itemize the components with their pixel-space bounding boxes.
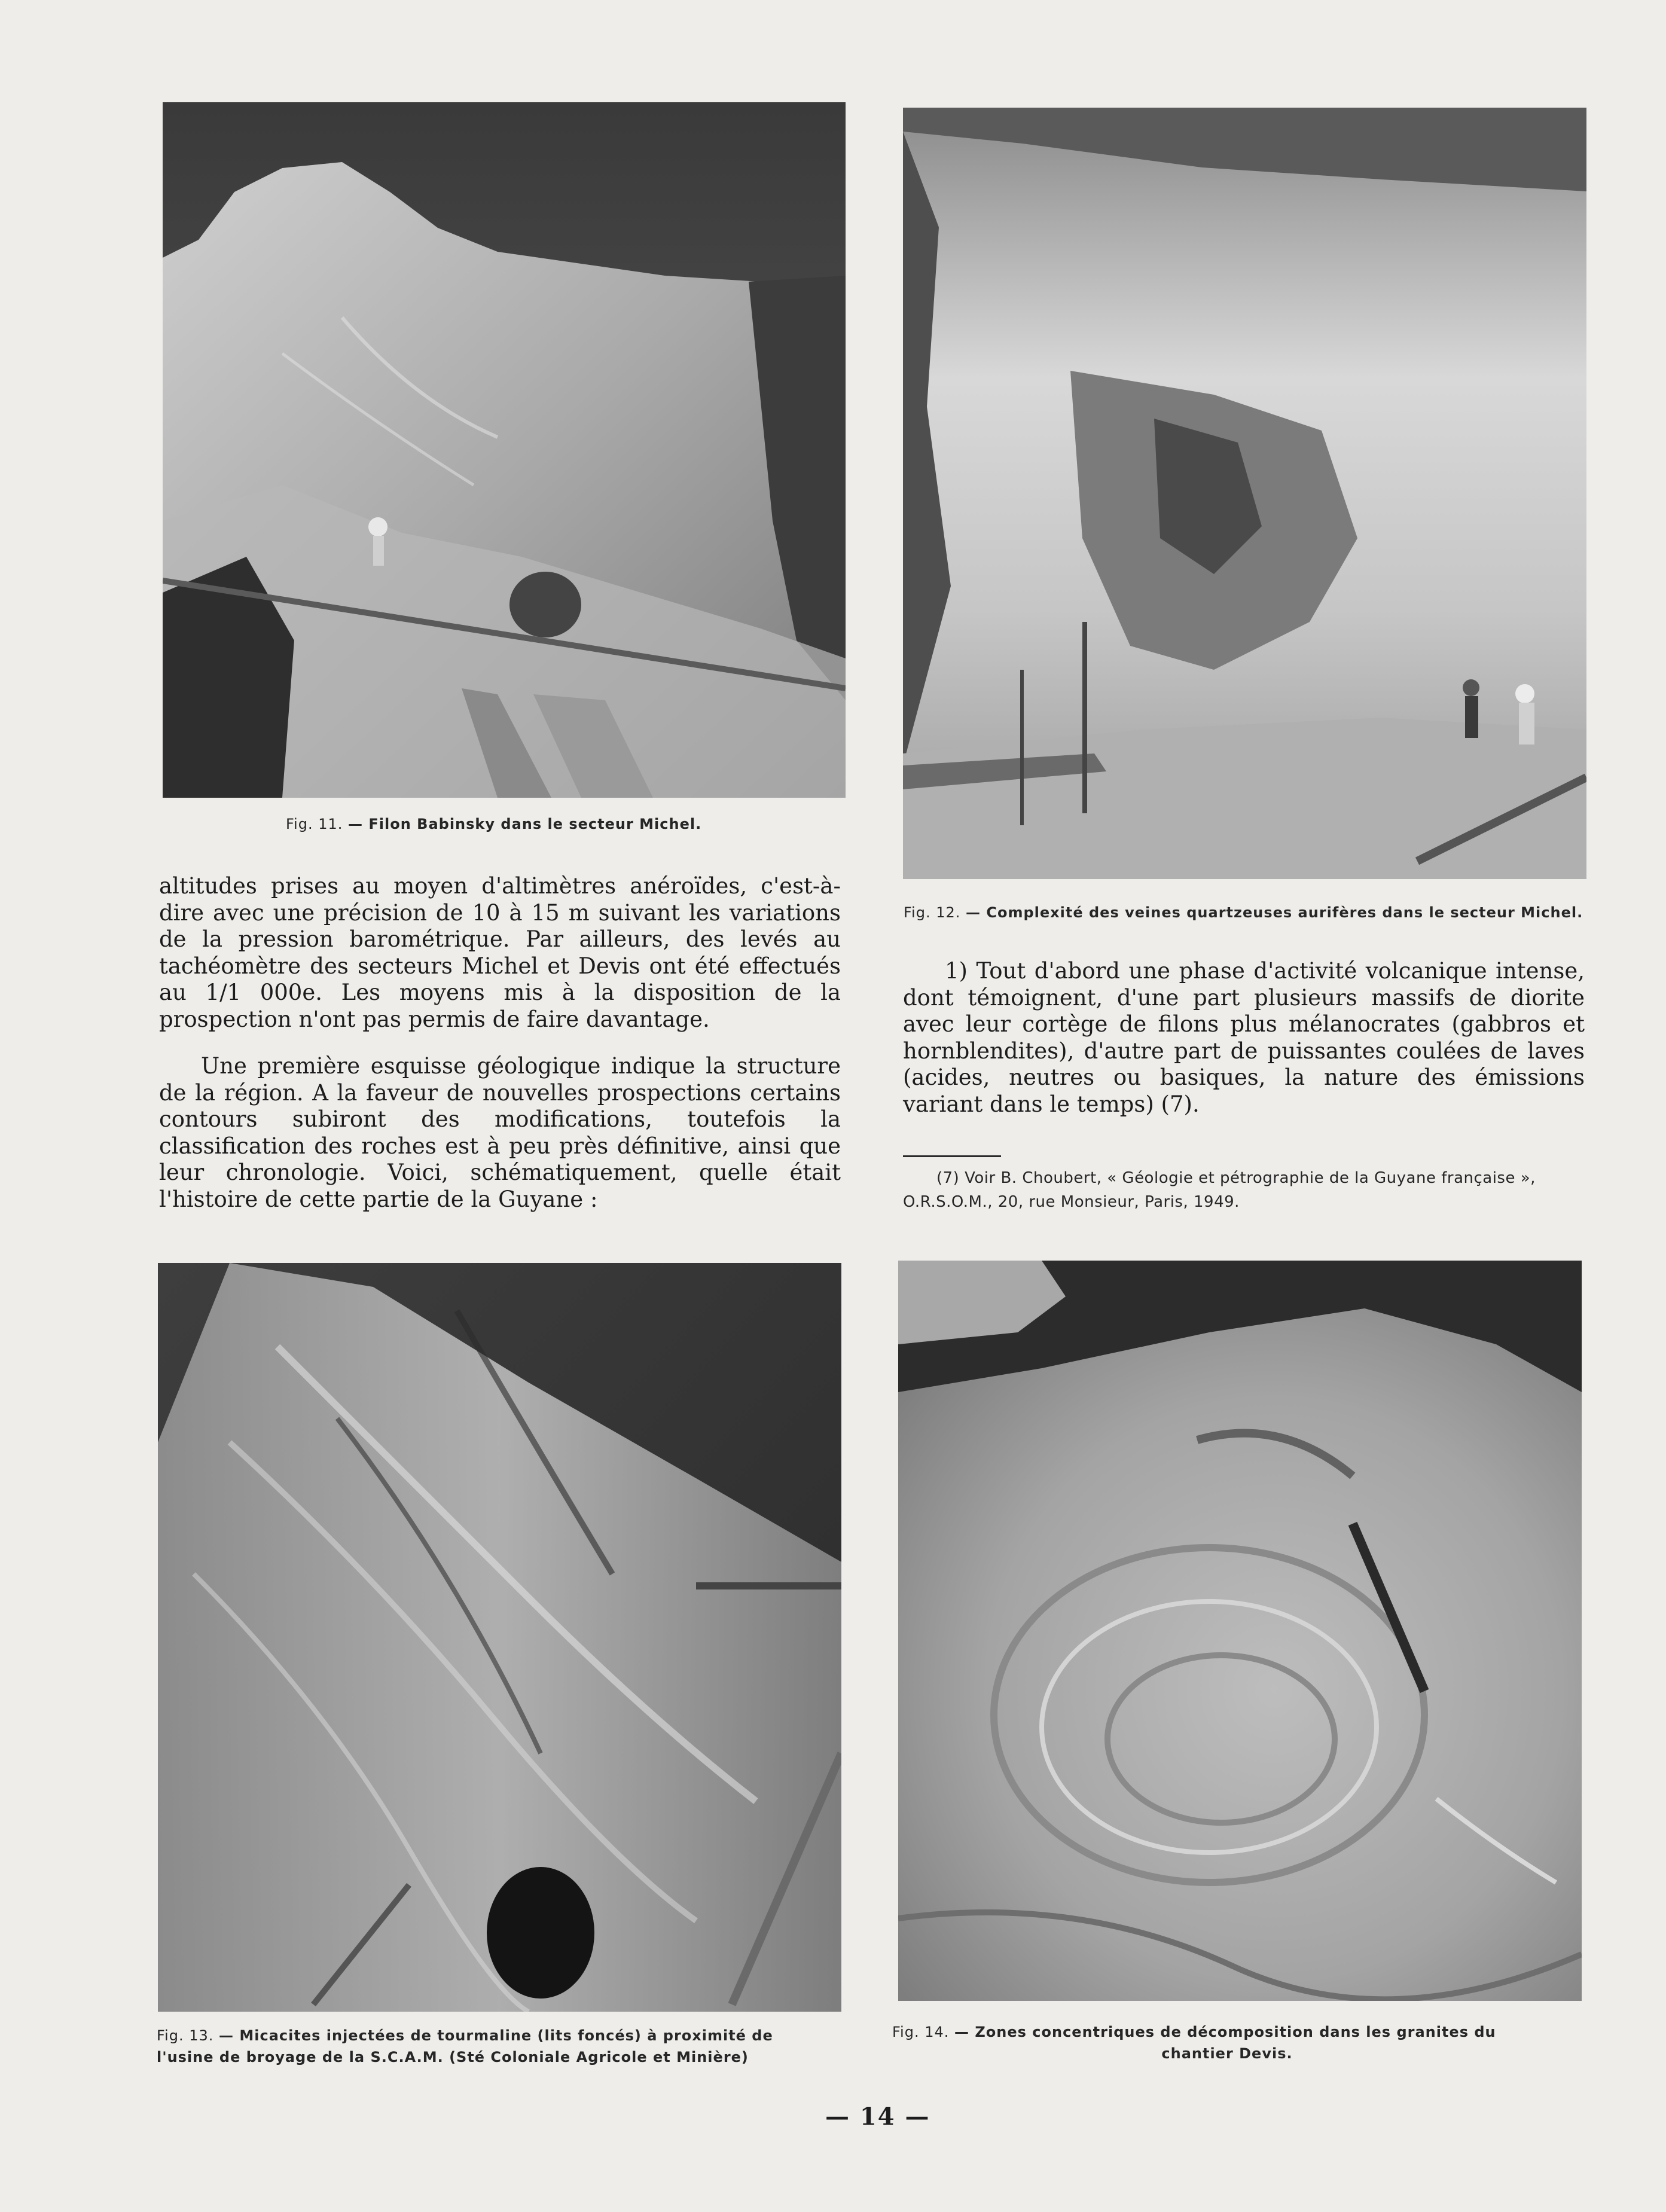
figure-12-number: Fig. 12. — [904, 904, 961, 921]
figure-11-number: Fig. 11. — [286, 816, 343, 832]
figure-11-caption-text: — Filon Babinsky dans le secteur Michel. — [348, 816, 702, 832]
footnote — [903, 1166, 1612, 1214]
figure-11-photo — [163, 102, 846, 798]
figure-12-caption — [904, 902, 1609, 923]
footnote-line-1: (7) Voir B. Choubert, « Géologie et pétrographie de la Guyane française », — [936, 1169, 1536, 1187]
figure-13-number: Fig. 13. — [157, 2027, 214, 2044]
page-number: — 14 — — [825, 2103, 930, 2131]
figure-14-number: Fig. 14. — [892, 2024, 950, 2040]
figure-13-caption-line-2: l'usine de broyage de la S.C.A.M. (Sté Coloniale Agricole et Minière) — [157, 2049, 749, 2065]
figure-14-caption-line-2: chantier Devis. — [1161, 2045, 1293, 2062]
figure-14-caption-line-1: — Zones concentriques de décomposition dans les granites du — [954, 2024, 1496, 2040]
right-paragraph-1: 1) Tout d'abord une phase d'activité volcanique intense, dont témoignent, d'une part plusieurs massifs de diorite avec leur cortège de filons plus mélanocrates (gabbros et hornblendites), d'autre part de puissantes coulées de laves (acides, neutres ou basiques, la nature des émissions variant dans le temps) (7). — [903, 958, 1585, 1117]
left-paragraph-1: altitudes prises au moyen d'altimètres anéroïdes, c'est-à-dire avec une précision de 10 à 15 m suivant les variations de la pression barométrique. Par ailleurs, des levés au tachéomètre des secteurs Michel et Devis ont été effectués au 1/1 000e. Les moyens mis à la disposition de la prospection n'ont pas permis de faire davantage. — [159, 873, 841, 1032]
right-column-text — [903, 958, 1585, 1118]
footnote-line-2: O.R.S.O.M., 20, rue Monsieur, Paris, 1949. — [903, 1193, 1240, 1211]
figure-12-photo — [903, 108, 1586, 879]
figure-14-photo — [898, 1261, 1582, 2001]
figure-13-caption — [157, 2025, 844, 2068]
figure-13-photo — [158, 1263, 841, 2012]
figure-13-caption-line-1: — Micacites injectées de tourmaline (lits foncés) à proximité de — [219, 2027, 773, 2044]
figure-14-caption — [892, 2021, 1586, 2064]
figure-11-caption — [286, 813, 824, 835]
footnote-rule — [903, 1155, 1001, 1157]
left-paragraph-2: Une première esquisse géologique indique la structure de la région. A la faveur de nouvelles prospections certains contours subiront des modifications, toutefois la classification des roches est à peu près définitive, ainsi que leur chronologie. Voici, schématiquement, quelle était l'histoire de cette partie de la Guyane : — [159, 1053, 841, 1212]
left-column-text — [159, 873, 841, 1213]
figure-12-caption-text: — Complexité des veines quartzeuses aurifères dans le secteur Michel. — [966, 904, 1583, 921]
